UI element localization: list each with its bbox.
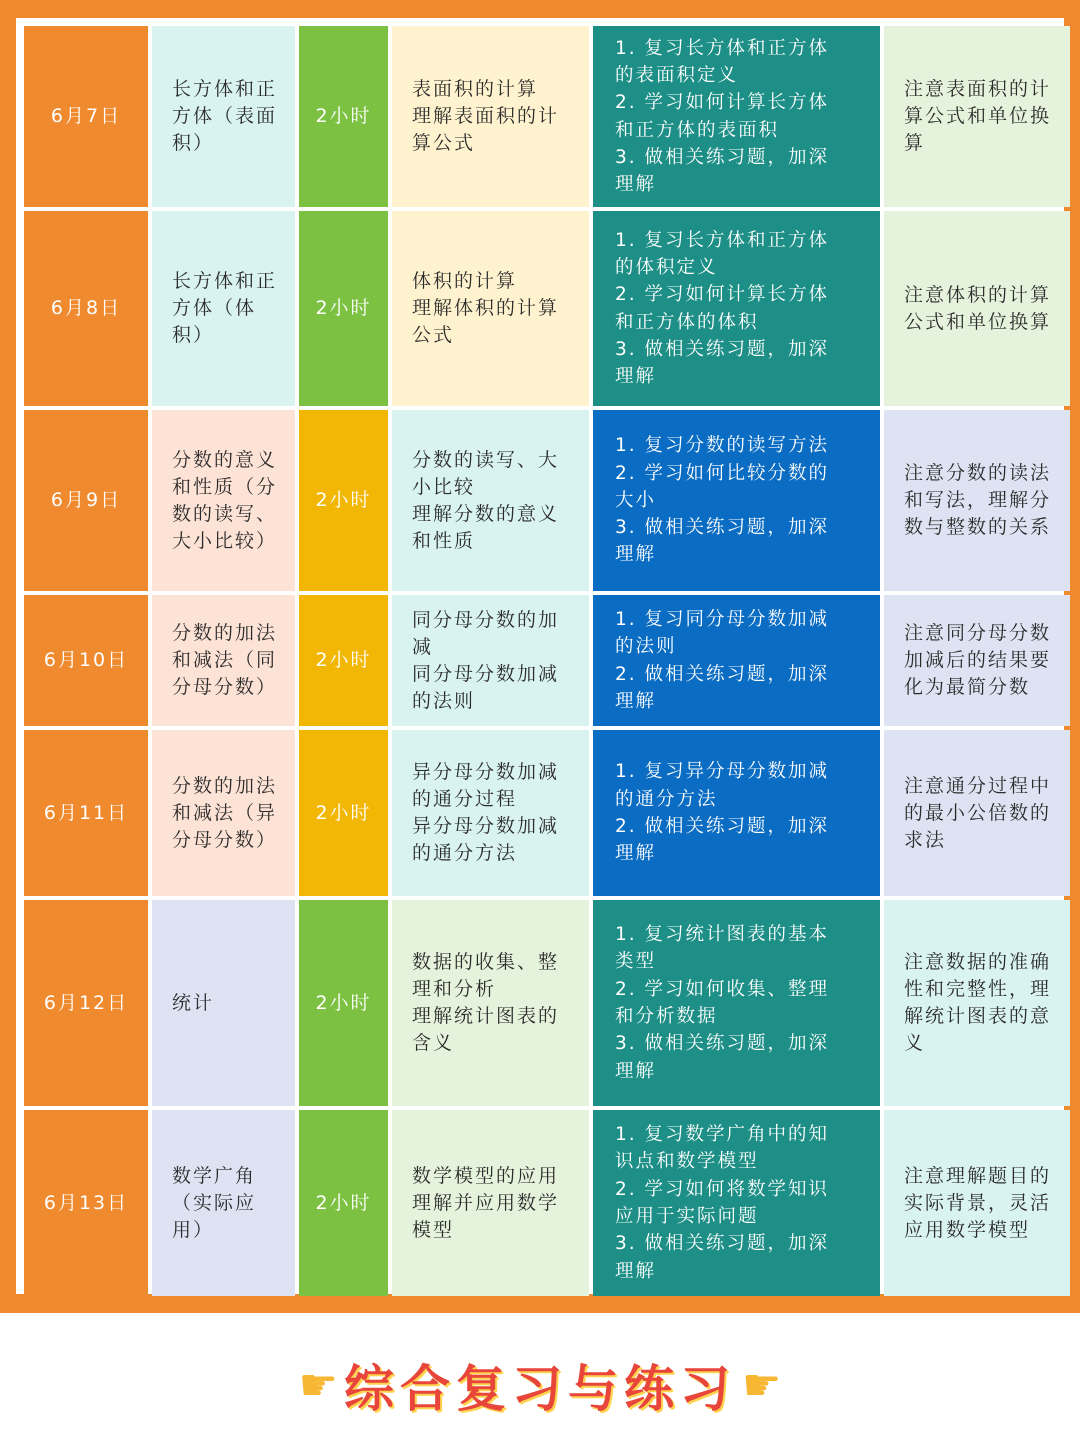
pointing-hand-icon: ☛ xyxy=(742,1359,782,1411)
plan-cell: 1. 复习同分母分数加减 的法则 2. 做相关练习题，加深 理解 xyxy=(593,595,880,726)
duration-cell: 2小时 xyxy=(299,900,388,1106)
note-cell: 注意体积的计算 公式和单位换算 xyxy=(884,211,1070,406)
note-cell: 注意分数的读法 和写法，理解分 数与整数的关系 xyxy=(884,410,1070,591)
plan-cell: 1. 复习长方体和正方体 的体积定义 2. 学习如何计算长方体 和正方体的体积 3. 做相关练习题，加深 理解 xyxy=(593,211,880,406)
note-cell: 注意表面积的计 算公式和单位换 算 xyxy=(884,26,1070,207)
schedule-table xyxy=(16,18,1064,1294)
date-cell: 6月11日 xyxy=(24,730,148,896)
duration-cell: 2小时 xyxy=(299,1110,388,1296)
topic-cell: 长方体和正 方体（体 积） xyxy=(152,211,295,406)
topic-cell: 分数的加法 和减法（异 分母分数） xyxy=(152,730,295,896)
date-cell: 6月9日 xyxy=(24,410,148,591)
duration-cell: 2小时 xyxy=(299,595,388,726)
note-cell: 注意通分过程中 的最小公倍数的 求法 xyxy=(884,730,1070,896)
note-cell: 注意理解题目的 实际背景，灵活 应用数学模型 xyxy=(884,1110,1070,1296)
duration-cell: 2小时 xyxy=(299,211,388,406)
plan-cell: 1. 复习统计图表的基本 类型 2. 学习如何收集、整理 和分析数据 3. 做相关练习题，加深 理解 xyxy=(593,900,880,1106)
topic-cell: 数学广角 （实际应 用） xyxy=(152,1110,295,1296)
duration-cell: 2小时 xyxy=(299,26,388,207)
content-cell: 数学模型的应用 理解并应用数学 模型 xyxy=(392,1110,589,1296)
plan-cell: 1. 复习分数的读写方法 2. 学习如何比较分数的 大小 3. 做相关练习题，加深 理解 xyxy=(593,410,880,591)
date-cell: 6月12日 xyxy=(24,900,148,1106)
pointing-hand-icon: ☛ xyxy=(298,1359,338,1411)
topic-cell: 统计 xyxy=(152,900,295,1106)
topic-cell: 长方体和正 方体（表面 积） xyxy=(152,26,295,207)
plan-cell: 1. 复习数学广角中的知 识点和数学模型 2. 学习如何将数学知识 应用于实际问题 3. 做相关练习题，加深 理解 xyxy=(593,1110,880,1296)
schedule-table-container xyxy=(16,18,1064,1294)
date-cell: 6月10日 xyxy=(24,595,148,726)
duration-cell: 2小时 xyxy=(299,410,388,591)
date-cell: 6月8日 xyxy=(24,211,148,406)
content-cell: 分数的读写、大 小比较 理解分数的意义 和性质 xyxy=(392,410,589,591)
note-cell: 注意同分母分数 加减后的结果要 化为最简分数 xyxy=(884,595,1070,726)
duration-cell: 2小时 xyxy=(299,730,388,896)
content-cell: 表面积的计算 理解表面积的计 算公式 xyxy=(392,26,589,207)
topic-cell: 分数的意义 和性质（分 数的读写、 大小比较） xyxy=(152,410,295,591)
footer-banner xyxy=(0,1330,1080,1440)
content-cell: 同分母分数的加 减 同分母分数加减 的法则 xyxy=(392,595,589,726)
content-cell: 异分母分数加减 的通分过程 异分母分数加减 的通分方法 xyxy=(392,730,589,896)
date-cell: 6月13日 xyxy=(24,1110,148,1296)
content-cell: 数据的收集、整 理和分析 理解统计图表的 含义 xyxy=(392,900,589,1106)
date-cell: 6月7日 xyxy=(24,26,148,207)
plan-cell: 1. 复习长方体和正方体 的表面积定义 2. 学习如何计算长方体 和正方体的表面积 3. 做相关练习题，加深 理解 xyxy=(593,26,880,207)
note-cell: 注意数据的准确 性和完整性，理 解统计图表的意 义 xyxy=(884,900,1070,1106)
content-cell: 体积的计算 理解体积的计算 公式 xyxy=(392,211,589,406)
page-title: 综合复习与练习 xyxy=(344,1360,736,1418)
plan-cell: 1. 复习异分母分数加减 的通分方法 2. 做相关练习题，加深 理解 xyxy=(593,730,880,896)
topic-cell: 分数的加法 和减法（同 分母分数） xyxy=(152,595,295,726)
